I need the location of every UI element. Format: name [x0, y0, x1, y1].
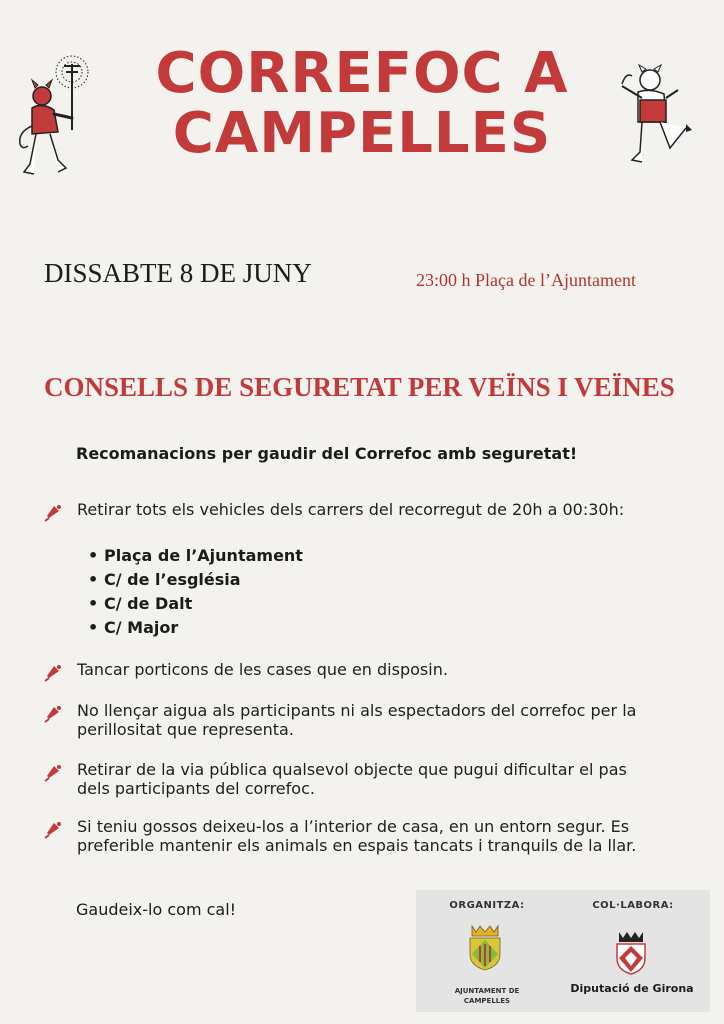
- advice-item: [44, 701, 694, 739]
- street-item: • C/ Major: [84, 616, 303, 640]
- campelles-coat-of-arms-icon: [466, 922, 504, 972]
- street-item: • C/ de l’església: [84, 568, 303, 592]
- event-date: DISSABTE 8 DE JUNY: [44, 258, 312, 288]
- diputacio-girona-shield-icon: [614, 930, 648, 976]
- sponsors-panel: [416, 890, 710, 1012]
- street-item: • C/ de Dalt: [84, 592, 303, 616]
- event-time-place: 23:00 h Plaça de l’Ajuntament: [416, 270, 636, 290]
- firecracker-pin-icon: [44, 819, 64, 839]
- advice-item: [44, 500, 694, 519]
- closing-text: Gaudeix-lo com cal!: [76, 900, 237, 919]
- advice-item: [44, 660, 694, 679]
- section-intro: Recomanacions per gaudir del Correfoc amb seguretat!: [76, 444, 578, 463]
- advice-text: perillositat que representa.: [77, 720, 294, 739]
- advice-text: preferible mantenir els animals en espais tancats i tranquils de la llar.: [77, 836, 637, 855]
- organiza-name-line-2: CAMPELLES: [463, 997, 511, 1005]
- street-list: [84, 544, 303, 640]
- advice-item: [44, 817, 694, 855]
- advice-text: Si teniu gossos deixeu-los a l’interior de casa, en un entorn segur. Es: [77, 817, 630, 836]
- organiza-name: [422, 986, 552, 1006]
- firecracker-pin-icon: [44, 502, 64, 522]
- advice-text: Retirar de la via pública qualsevol objecte que pugui dificultar el pas: [77, 760, 627, 779]
- organiza-label: ORGANITZA:: [449, 900, 525, 911]
- advice-text: dels participants del correfoc.: [77, 779, 315, 798]
- colabora-label: COL·LABORA:: [592, 900, 674, 911]
- section-title: CONSELLS DE SEGURETAT PER VEÏNS I VEÏNES: [44, 372, 675, 402]
- organiza-name-line-1: AJUNTAMENT DE: [454, 987, 520, 995]
- street-item: • Plaça de l’Ajuntament: [84, 544, 303, 568]
- firecracker-pin-icon: [44, 662, 64, 682]
- advice-text: Retirar tots els vehicles dels carrers del recorregut de 20h a 00:30h:: [77, 500, 625, 519]
- advice-text: No llençar aigua als participants ni als espectadors del correfoc per la: [77, 701, 637, 720]
- firecracker-pin-icon: [44, 703, 64, 723]
- page-title: [100, 41, 624, 166]
- title-line-2: CAMPELLES: [172, 101, 552, 166]
- devil-with-fire-trident-icon: [14, 52, 96, 186]
- colabora-name: Diputació de Girona: [570, 982, 694, 995]
- title-line-1: CORREFOC A: [155, 41, 569, 106]
- drummer-devil-icon: [612, 64, 698, 172]
- advice-text: Tancar porticons de les cases que en disposin.: [77, 660, 448, 679]
- firecracker-pin-icon: [44, 762, 64, 782]
- advice-item: [44, 760, 694, 798]
